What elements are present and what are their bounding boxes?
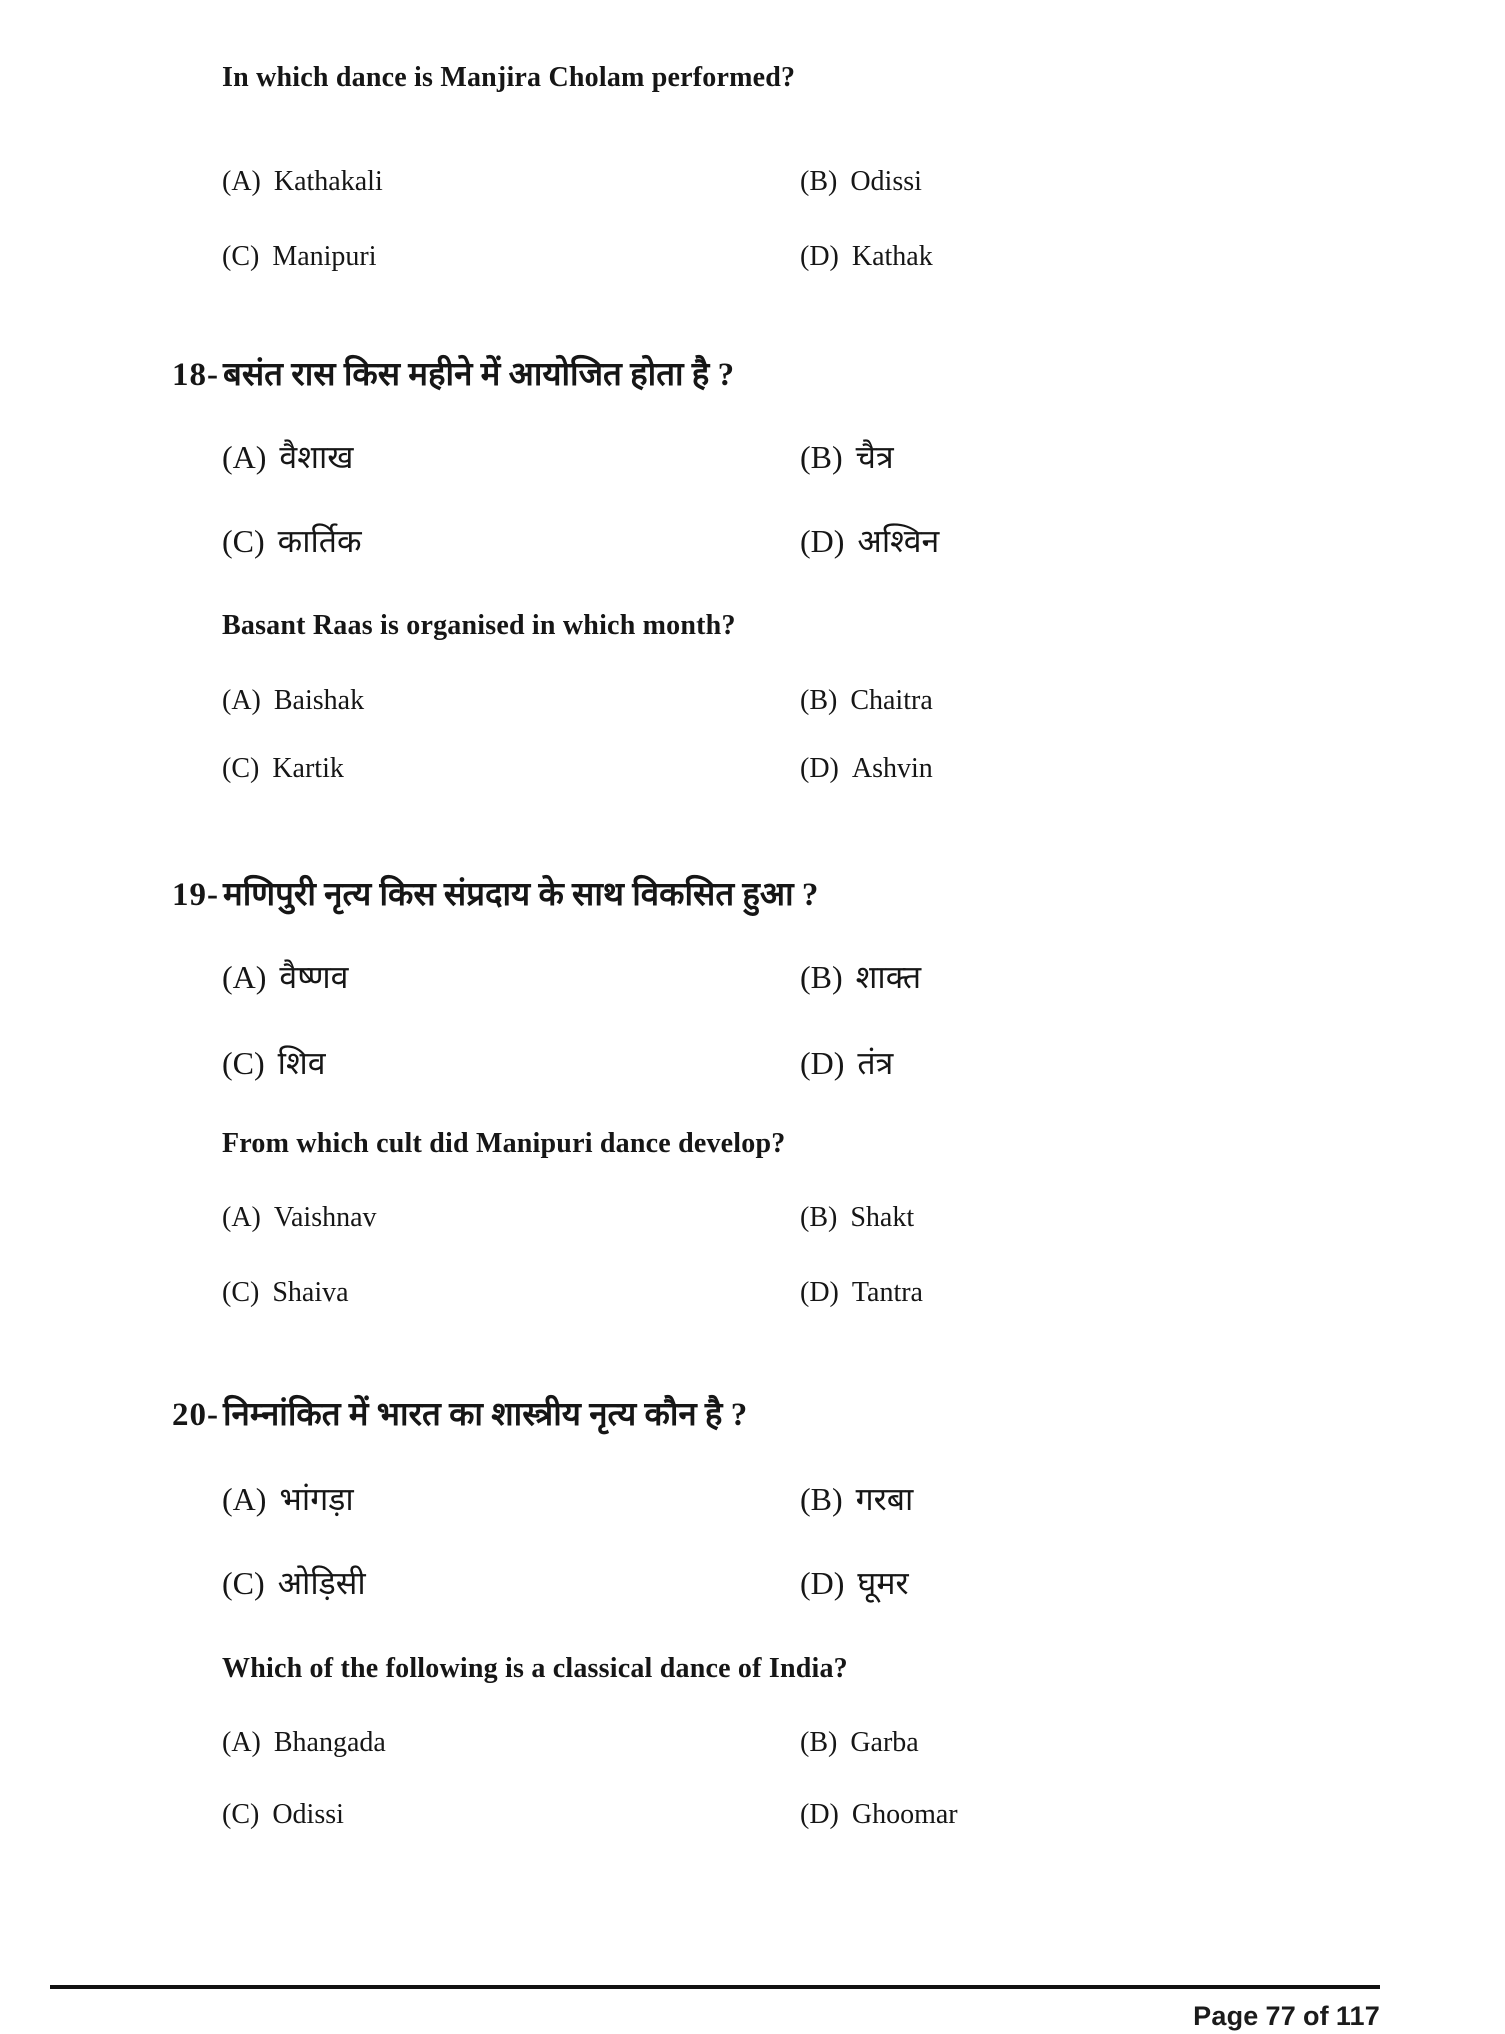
option-text: Shaiva	[272, 1277, 349, 1308]
option-a	[222, 438, 353, 476]
question-text: बसंत रास किस महीने में आयोजित होता है ?	[223, 357, 735, 393]
option-text: Baishak	[273, 685, 365, 716]
option-label: (B)	[800, 1481, 843, 1517]
option-c	[222, 1276, 349, 1310]
option-text: Shakt	[850, 1202, 915, 1233]
option-d	[800, 752, 933, 786]
option-text: गरबा	[855, 1481, 914, 1517]
option-c	[222, 522, 362, 560]
option-b	[800, 1726, 919, 1760]
option-text: Kathak	[851, 241, 933, 272]
option-label: (B)	[800, 685, 838, 716]
option-c	[222, 752, 344, 786]
option-text: कार्तिक	[277, 523, 362, 559]
option-text: Ashvin	[851, 753, 933, 784]
option-text: Odissi	[850, 166, 922, 197]
question-17-english-text: In which dance is Manjira Cholam performed?	[222, 62, 796, 93]
option-label: (B)	[800, 439, 843, 475]
option-c	[222, 240, 377, 274]
option-label: (B)	[800, 1202, 838, 1233]
option-label: (A)	[222, 685, 261, 716]
option-text: Chaitra	[850, 685, 933, 716]
option-a	[222, 1201, 377, 1235]
option-a	[222, 684, 364, 718]
option-d	[800, 522, 939, 560]
option-c	[222, 1564, 366, 1602]
option-label: (C)	[222, 1799, 260, 1830]
question-number: 20-	[172, 1397, 219, 1433]
option-text: Tantra	[851, 1277, 923, 1308]
question-20-hindi-text	[172, 1390, 747, 1435]
option-a	[222, 1480, 354, 1518]
option-text: Bhangada	[273, 1727, 386, 1758]
option-text: वैष्णव	[279, 959, 349, 995]
question-18-english-text: Basant Raas is organised in which month?	[222, 610, 736, 641]
question-number: 19-	[172, 877, 219, 913]
option-label: (B)	[800, 959, 843, 995]
option-d	[800, 1276, 923, 1310]
option-label: (D)	[800, 1565, 845, 1601]
question-18-hindi-text	[172, 350, 734, 395]
option-label: (D)	[800, 753, 839, 784]
option-label: (C)	[222, 1565, 265, 1601]
option-label: (A)	[222, 1481, 267, 1517]
option-text: Kartik	[272, 753, 344, 784]
option-text: Vaishnav	[273, 1202, 377, 1233]
option-a	[222, 1726, 386, 1760]
option-label: (C)	[222, 1277, 260, 1308]
option-label: (B)	[800, 1727, 838, 1758]
option-text: भांगड़ा	[279, 1481, 354, 1517]
option-label: (A)	[222, 439, 267, 475]
footer-page-total: 117	[1335, 2001, 1380, 2031]
option-label: (D)	[800, 1045, 845, 1081]
option-d	[800, 1798, 958, 1832]
footer-page-word: Page	[1193, 2001, 1259, 2031]
option-label: (C)	[222, 523, 265, 559]
footer-page-current: 77	[1265, 2001, 1296, 2031]
option-label: (C)	[222, 241, 260, 272]
option-b	[800, 438, 894, 476]
option-d	[800, 1044, 893, 1082]
option-a	[222, 958, 348, 996]
option-text: Kathakali	[273, 166, 383, 197]
option-text: Manipuri	[272, 241, 377, 272]
option-label: (A)	[222, 959, 267, 995]
option-b	[800, 684, 933, 718]
option-text: चैत्र	[855, 439, 894, 475]
option-b	[800, 1480, 913, 1518]
question-20-english-text: Which of the following is a classical dance of India?	[222, 1653, 848, 1684]
question-19-hindi-text	[172, 870, 818, 915]
option-label: (C)	[222, 753, 260, 784]
footer-divider-rule	[50, 1985, 1380, 1989]
option-b	[800, 958, 921, 996]
option-text: Odissi	[272, 1799, 344, 1830]
option-d	[800, 240, 933, 274]
option-a	[222, 165, 383, 199]
question-text: मणिपुरी नृत्य किस संप्रदाय के साथ विकसित हुआ ?	[223, 877, 819, 913]
option-label: (D)	[800, 523, 845, 559]
option-c	[222, 1798, 344, 1832]
page-number	[50, 2001, 1380, 2032]
option-label: (A)	[222, 1202, 261, 1233]
question-text: निम्नांकित में भारत का शास्त्रीय नृत्य कौन है ?	[223, 1397, 748, 1433]
option-label: (D)	[800, 1277, 839, 1308]
option-b	[800, 165, 922, 199]
question-19-english-text: From which cult did Manipuri dance develop?	[222, 1128, 786, 1159]
option-text: Ghoomar	[851, 1799, 958, 1830]
option-label: (A)	[222, 166, 261, 197]
option-text: अश्विन	[857, 523, 940, 559]
option-label: (B)	[800, 166, 838, 197]
option-text: वैशाख	[279, 439, 354, 475]
option-text: Garba	[850, 1727, 919, 1758]
option-label: (C)	[222, 1045, 265, 1081]
option-text: शिव	[277, 1045, 326, 1081]
option-text: शाक्त	[855, 959, 922, 995]
option-label: (D)	[800, 241, 839, 272]
footer-of-word: of	[1302, 2001, 1329, 2031]
option-text: तंत्र	[857, 1045, 894, 1081]
option-b	[800, 1201, 914, 1235]
option-label: (D)	[800, 1799, 839, 1830]
question-number: 18-	[172, 357, 219, 393]
option-c	[222, 1044, 326, 1082]
option-label: (A)	[222, 1727, 261, 1758]
option-text: ओड़िसी	[277, 1565, 366, 1601]
option-text: घूमर	[857, 1565, 909, 1601]
option-d	[800, 1564, 909, 1602]
